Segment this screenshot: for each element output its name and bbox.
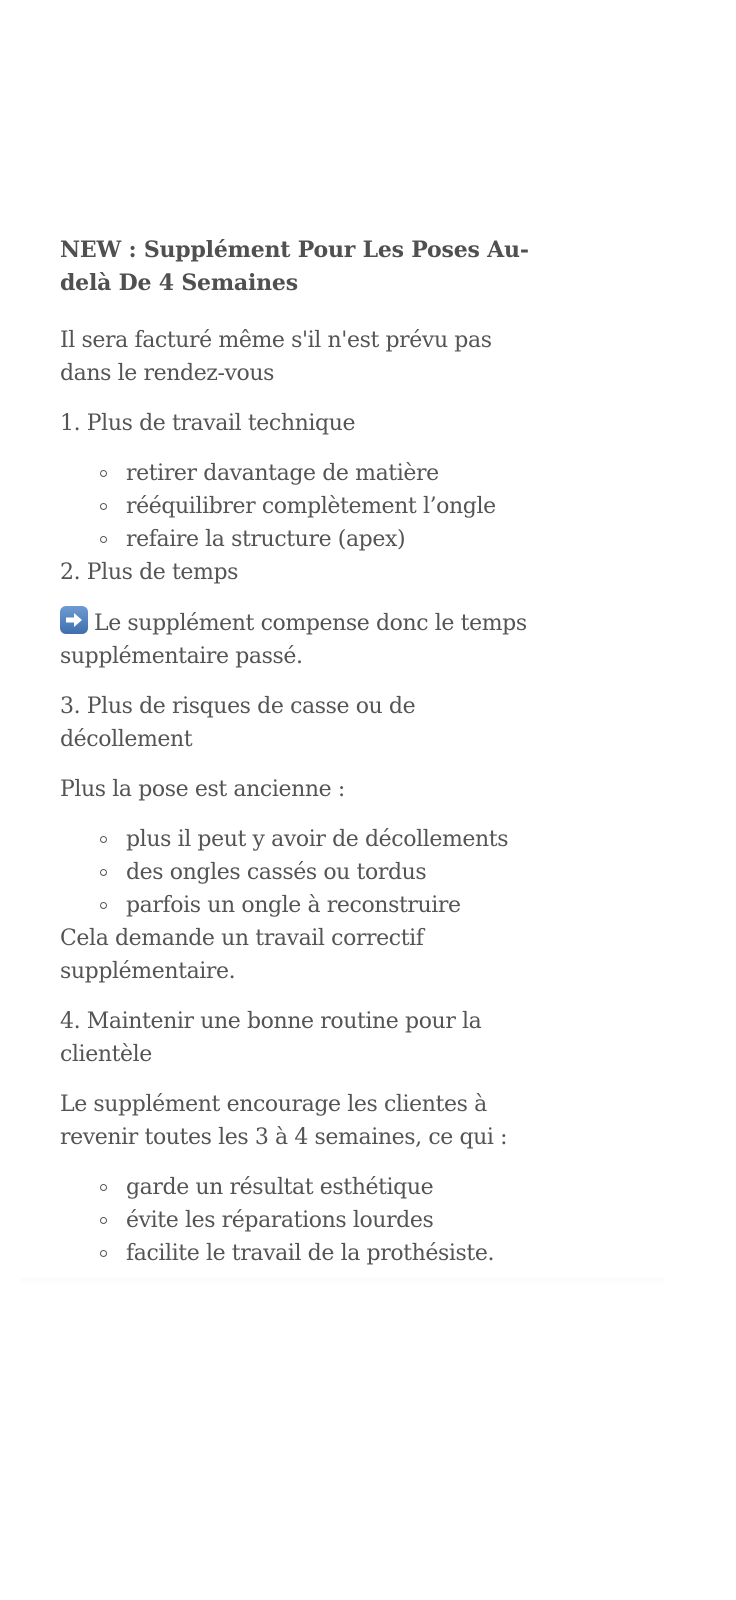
list-item: retirer davantage de matière: [126, 457, 530, 490]
circle-bullet-icon: [100, 836, 107, 843]
list-item: des ongles cassés ou tordus: [126, 856, 530, 889]
section-2-note: Le supplément compense donc le temps supplémentaire passé.: [60, 606, 530, 673]
right-arrow-emoji-icon: [60, 606, 88, 634]
section-1-list: [60, 457, 530, 556]
circle-bullet-icon: [100, 470, 107, 477]
circle-bullet-icon: [100, 1250, 107, 1257]
list-item: facilite le travail de la prothésiste.: [126, 1237, 530, 1270]
section-4-heading: 4. Maintenir une bonne routine pour la clientèle: [60, 1009, 482, 1067]
circle-bullet-icon: [100, 902, 107, 909]
list-item: garde un résultat esthétique: [126, 1171, 530, 1204]
list-item: rééquilibrer complètement l’ongle: [126, 490, 530, 523]
intro-paragraph: Il sera facturé même s'il n'est prévu pas dans le rendez-vous: [60, 328, 492, 386]
circle-bullet-icon: [100, 1217, 107, 1224]
section-3-lead: Plus la pose est ancienne :: [60, 777, 345, 802]
bottom-fade-divider: [20, 1278, 665, 1286]
section-1-heading: 1. Plus de travail technique: [60, 411, 356, 436]
section-3-conclusion: Cela demande un travail correctif supplémentaire.: [60, 926, 424, 984]
circle-bullet-icon: [100, 869, 107, 876]
article-title: NEW : Supplément Pour Les Poses Au-delà De 4 Semaines: [60, 237, 529, 296]
list-item: parfois un ongle à reconstruire: [126, 889, 530, 922]
article-body: [60, 234, 530, 1270]
circle-bullet-icon: [100, 536, 107, 543]
circle-bullet-icon: [100, 1184, 107, 1191]
section-4-list: [60, 1171, 530, 1270]
list-item: refaire la structure (apex): [126, 523, 530, 556]
section-4-lead: Le supplément encourage les clientes à revenir toutes les 3 à 4 semaines, ce qui :: [60, 1092, 508, 1150]
section-2-heading: 2. Plus de temps: [60, 560, 239, 585]
list-item: plus il peut y avoir de décollements: [126, 823, 530, 856]
list-item: évite les réparations lourdes: [126, 1204, 530, 1237]
circle-bullet-icon: [100, 503, 107, 510]
section-3-heading: 3. Plus de risques de casse ou de décollement: [60, 694, 416, 752]
section-3-list: [60, 823, 530, 922]
